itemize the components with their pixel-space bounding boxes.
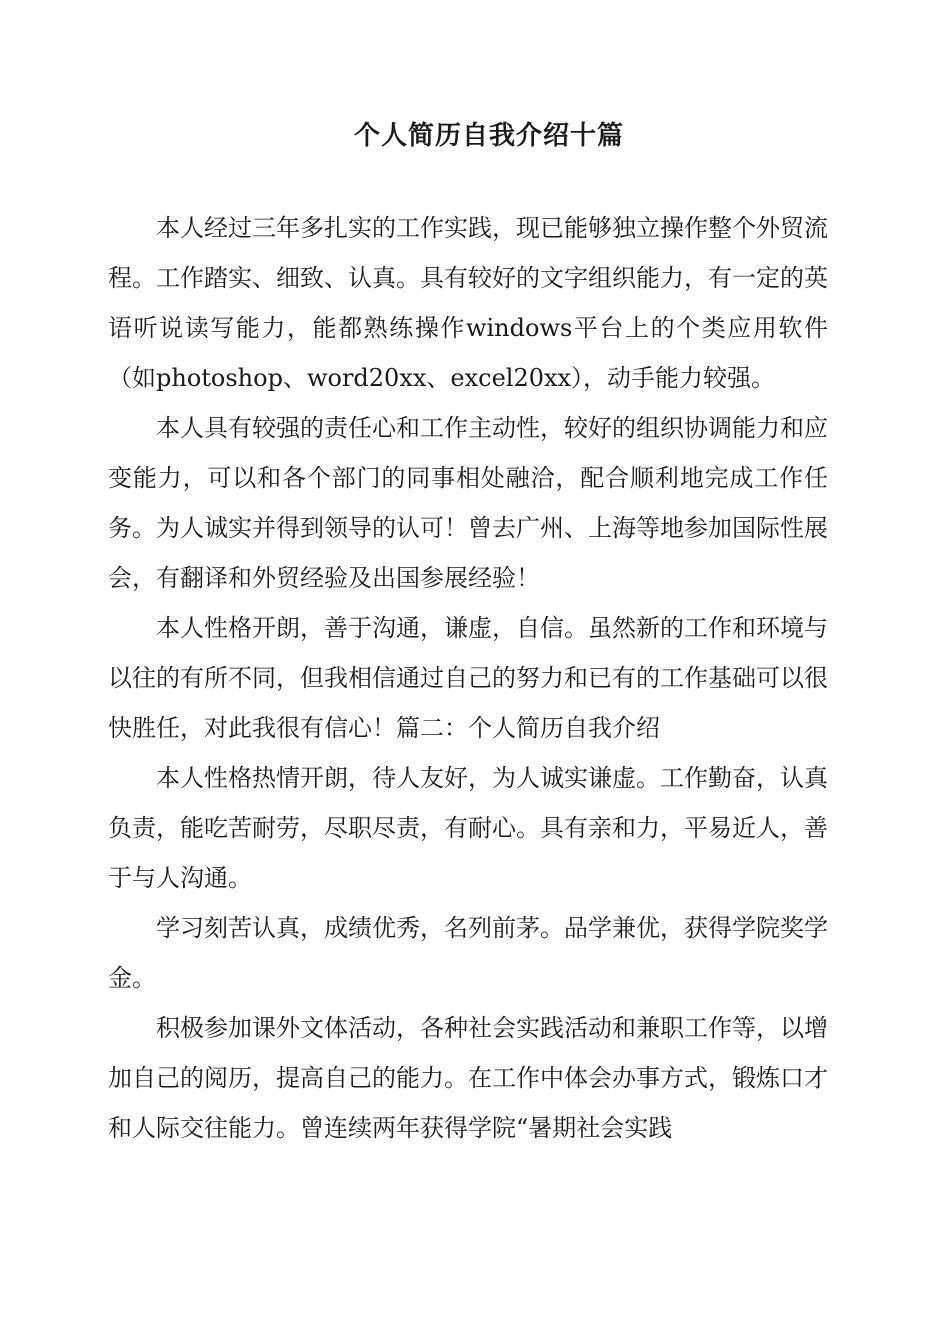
paragraph-2: 本人具有较强的责任心和工作主动性，较好的组织协调能力和应变能力，可以和各个部门的同事相处融洽，配合顺利地完成工作任务。为人诚实并得到领导的认可！曾去广州、上海等地参加国际性展会，有翻译和外贸经验及出国参展经验！ bbox=[108, 414, 828, 592]
document-title: 个人简历自我介绍十篇 bbox=[353, 121, 624, 151]
paragraph-5: 学习刻苦认真，成绩优秀，名列前茅。品学兼优，获得学院奖学金。 bbox=[108, 914, 828, 992]
paragraph-6: 积极参加课外文体活动，各种社会实践活动和兼职工作等，以增加自己的阅历，提高自己的能力。在工作中体会办事方式，锻炼口才和人际交往能力。曾连续两年获得学院“暑期社会实践 bbox=[108, 1014, 828, 1142]
paragraph-3: 本人性格开朗，善于沟通，谦虚，自信。虽然新的工作和环境与以往的有所不同，但我相信通过自己的努力和已有的工作基础可以很快胜任，对此我很有信心！篇二：个人简历自我介绍 bbox=[108, 614, 828, 742]
paragraph-4: 本人性格热情开朗，待人友好，为人诚实谦虚。工作勤奋，认真负责，能吃苦耐劳，尽职尽责，有耐心。具有亲和力，平易近人，善于与人沟通。 bbox=[108, 764, 828, 892]
document-body bbox=[108, 203, 828, 1153]
paragraph-1: 本人经过三年多扎实的工作实践，现已能够独立操作整个外贸流程。工作踏实、细致、认真。具有较好的文字组织能力，有一定的英语听说读写能力，能都熟练操作windows平台上的个类应用软件（如photoshop、word20xx、excel20xx），动手能力较强。 bbox=[108, 214, 828, 392]
